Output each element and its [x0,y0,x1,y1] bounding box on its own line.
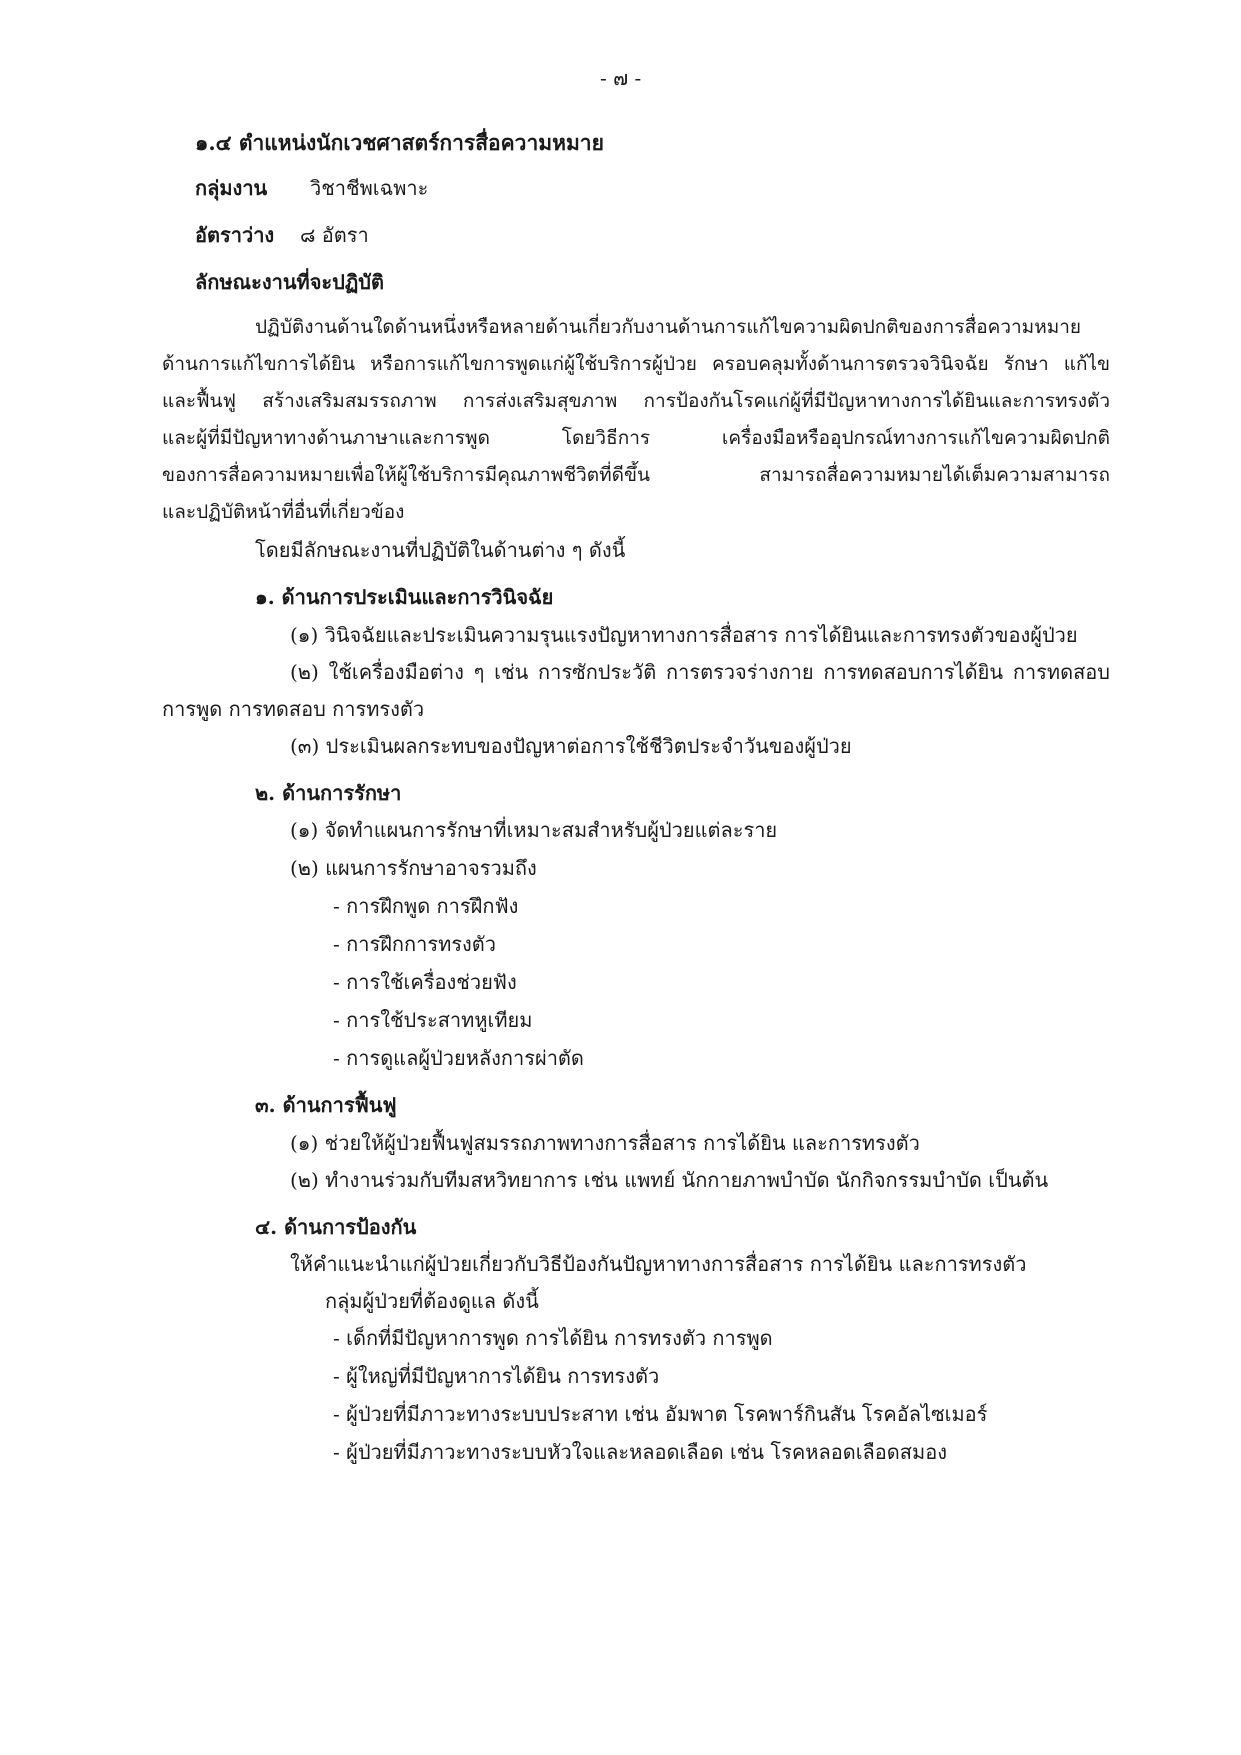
intro-line: ปฏิบัติงานด้านใดด้านหนึ่งหรือหลายด้านเกี่ยวกับงานด้านการแก้ไขความผิดปกติของการสื่อความหมาย [255,316,1082,338]
position-title: ๑.๔ ตำแหน่งนักเวชศาสตร์การสื่อความหมาย [195,130,604,155]
vacancy-label: อัตราว่าง [195,223,275,247]
intro-line: และฟื้นฟู สร้างเสริมสมรรถภาพ การส่งเสริมสุขภาพ การป้องกันโรคแก่ผู้ที่มีปัญหาทางการได้ยินและการทรงตัว [162,390,1110,412]
section-4-intro: ให้คำแนะนำแก่ผู้ป่วยเกี่ยวกับวิธีป้องกันปัญหาทางการสื่อสาร การได้ยิน และการทรงตัว [290,1252,1027,1276]
intro-line: ของการสื่อความหมายเพื่อให้ผู้ใช้บริการมีคุณภาพชีวิตที่ดีขึ้น สามารถสื่อความหมายได้เต็มความสามารถ [162,464,1110,486]
section-2-bullet: - การใช้เครื่องช่วยฟัง [333,970,517,994]
section-4-bullet: - ผู้ป่วยที่มีภาวะทางระบบหัวใจและหลอดเลือด เช่น โรคหลอดเลือดสมอง [333,1440,947,1464]
intro-line: และปฏิบัติหน้าที่อื่นที่เกี่ยวข้อง [162,501,405,523]
vacancy-value: ๘ อัตรา [300,223,369,247]
section-2-item: (๒) แผนการรักษาอาจรวมถึง [290,856,537,880]
section-3-item: (๒) ทำงานร่วมกับทีมสหวิทยาการ เช่น แพทย์ นักกายภาพบำบัด นักกิจกรรมบำบัด เป็นต้น [290,1168,1049,1192]
section-3-item: (๑) ช่วยให้ผู้ป่วยฟื้นฟูสมรรถภาพทางการสื่อสาร การได้ยิน และการทรงตัว [290,1131,920,1155]
intro-2: โดยมีลักษณะงานที่ปฏิบัติในด้านต่าง ๆ ดังนี้ [255,538,626,562]
section-2-bullet: - การใช้ประสาทหูเทียม [333,1008,533,1032]
intro-line: ด้านการแก้ไขการได้ยิน หรือการแก้ไขการพูดแก่ผู้ใช้บริการผู้ป่วย ครอบคลุมทั้งด้านการตรวจวินิจฉัย รักษา แก้ไข [162,353,1110,375]
page-number: - ๗ - [600,66,642,90]
duties-heading: ลักษณะงานที่จะปฏิบัติ [195,270,384,294]
section-1-item: (๑) วินิจฉัยและประเมินความรุนแรงปัญหาทางการสื่อสาร การได้ยินและการทรงตัวของผู้ป่วย [290,623,1078,647]
section-3-heading: ๓. ด้านการฟื้นฟู [255,1093,397,1117]
section-2-bullet: - การฝึกการทรงตัว [333,932,497,956]
group-label: กลุ่มงาน [195,176,268,200]
section-4-bullet: - ผู้ป่วยที่มีภาวะทางระบบประสาท เช่น อัมพาต โรคพาร์กินสัน โรคอัลไซเมอร์ [333,1402,988,1426]
intro-line: และผู้ที่มีปัญหาทางด้านภาษาและการพูด โดยวิธีการ เครื่องมือหรืออุปกรณ์ทางการแก้ไขความผิดปกติ [162,427,1110,449]
section-1-item-continued: การพูด การทดสอบ การทรงตัว [162,697,425,721]
section-4-bullet: - ผู้ใหญ่ที่มีปัญหาการได้ยิน การทรงตัว [333,1364,660,1388]
section-2-bullet: - การดูแลผู้ป่วยหลังการผ่าตัด [333,1046,584,1070]
section-2-item: (๑) จัดทำแผนการรักษาที่เหมาะสมสำหรับผู้ป่วยแต่ละราย [290,818,778,842]
section-2-bullet: - การฝึกพูด การฝึกฟัง [333,894,519,918]
section-4-group: กลุ่มผู้ป่วยที่ต้องดูแล ดังนี้ [325,1289,539,1313]
group-value: วิชาชีพเฉพาะ [310,176,429,200]
section-1-heading: ๑. ด้านการประเมินและการวินิจฉัย [255,585,554,609]
section-4-bullet: - เด็กที่มีปัญหาการพูด การได้ยิน การทรงตัว การพูด [333,1326,773,1350]
section-1-item: (๓) ประเมินผลกระทบของปัญหาต่อการใช้ชีวิตประจำวันของผู้ป่วย [290,734,852,758]
section-2-heading: ๒. ด้านการรักษา [255,781,402,805]
section-1-item: (๒) ใช้เครื่องมือต่าง ๆ เช่น การซักประวัติ การตรวจร่างกาย การทดสอบการได้ยิน การทดสอบ [290,660,1110,684]
section-4-heading: ๔. ด้านการป้องกัน [255,1215,417,1239]
